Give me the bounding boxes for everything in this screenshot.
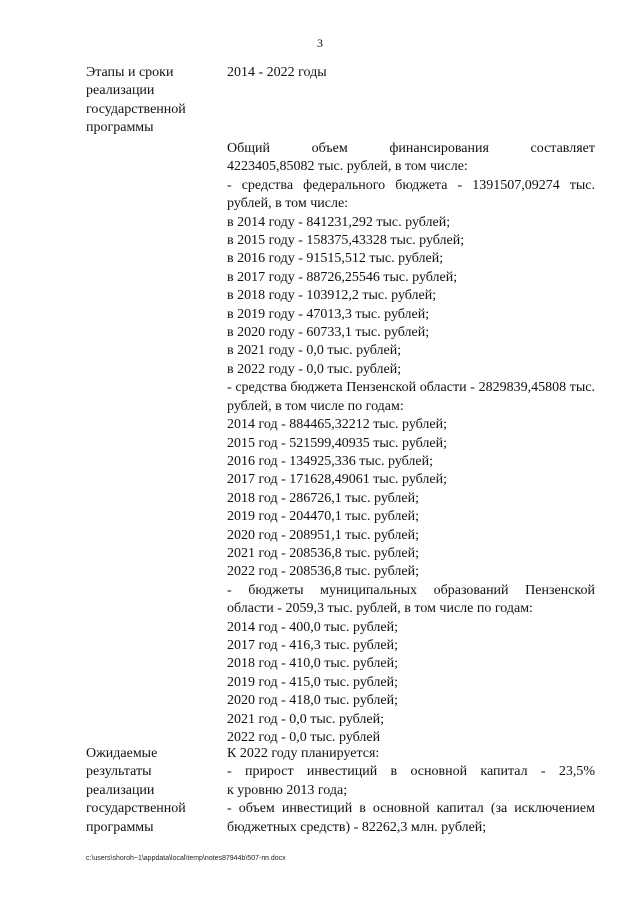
financing-line: в 2020 году - 60733,1 тыс. рублей; bbox=[227, 325, 430, 341]
page-number: 3 bbox=[317, 36, 323, 50]
results-text bbox=[227, 745, 595, 837]
financing-line: 2022 год - 0,0 тыс. рублей bbox=[227, 730, 381, 745]
financing-line: - средства бюджета Пензенской области - 2829839,45808 тыс. bbox=[227, 380, 595, 396]
results-line: - объем инвестиций в основной капитал (за исключением bbox=[227, 801, 595, 817]
financing-line: 2016 год - 134925,336 тыс. рублей; bbox=[227, 453, 434, 469]
financing-text bbox=[227, 140, 595, 747]
financing-line: в 2017 году - 88726,25546 тыс. рублей; bbox=[227, 269, 458, 285]
financing-line: 2018 год - 286726,1 тыс. рублей; bbox=[227, 490, 420, 506]
financing-line: в 2019 году - 47013,3 тыс. рублей; bbox=[227, 306, 430, 322]
financing-line: 4223405,85082 тыс. рублей, в том числе: bbox=[227, 159, 468, 175]
stages-label-line: Этапы и сроки bbox=[86, 65, 174, 80]
results-label-line: программы bbox=[86, 819, 154, 835]
stages-label-line: государственной bbox=[86, 101, 186, 117]
financing-line: 2017 год - 171628,49061 тыс. рублей; bbox=[227, 472, 448, 488]
financing-line: в 2018 году - 103912,2 тыс. рублей; bbox=[227, 288, 437, 304]
financing-line: области - 2059,3 тыс. рублей, в том числе по годам: bbox=[227, 601, 533, 617]
financing-line: рублей, в том числе по годам: bbox=[227, 398, 404, 414]
financing-line: 2021 год - 0,0 тыс. рублей; bbox=[227, 711, 385, 727]
financing-line: - бюджеты муниципальных образований Пензенской bbox=[227, 582, 595, 598]
results-label-line: результаты bbox=[86, 764, 152, 780]
financing-line: 2019 год - 415,0 тыс. рублей; bbox=[227, 674, 399, 690]
results-line: К 2022 году планируется: bbox=[227, 746, 380, 761]
financing-line: в 2014 году - 841231,292 тыс. рублей; bbox=[227, 214, 451, 230]
results-label bbox=[86, 745, 216, 837]
financing-line: в 2022 году - 0,0 тыс. рублей; bbox=[227, 361, 402, 377]
financing-line: 2020 год - 418,0 тыс. рублей; bbox=[227, 693, 399, 709]
stages-label-line: реализации bbox=[86, 83, 155, 99]
financing-line: 2020 год - 208951,1 тыс. рублей; bbox=[227, 527, 420, 543]
stages-label bbox=[86, 64, 216, 138]
financing-line: 2015 год - 521599,40935 тыс. рублей; bbox=[227, 435, 448, 451]
stages-value: 2014 - 2022 годы bbox=[227, 65, 327, 80]
financing-line: рублей, в том числе: bbox=[227, 196, 349, 212]
financing-line: 2019 год - 204470,1 тыс. рублей; bbox=[227, 509, 420, 525]
financing-line: - средства федерального бюджета - 1391507,09274 тыс. bbox=[227, 177, 595, 193]
results-label-line: Ожидаемые bbox=[86, 746, 158, 761]
financing-line: в 2016 году - 91515,512 тыс. рублей; bbox=[227, 251, 444, 267]
financing-line: в 2015 году - 158375,43328 тыс. рублей; bbox=[227, 233, 465, 249]
stages-value-cell bbox=[227, 64, 595, 82]
results-line: к уровню 2013 года; bbox=[227, 782, 348, 798]
file-path-footer: c:\users\shoroh~1\appdata\local\temp\notes87944b\507-пп.docx bbox=[86, 855, 286, 862]
results-label-line: реализации bbox=[86, 782, 155, 798]
financing-line: в 2021 году - 0,0 тыс. рублей; bbox=[227, 343, 402, 359]
results-line: бюджетных средств) - 82262,3 млн. рублей; bbox=[227, 819, 487, 835]
financing-line: 2014 год - 400,0 тыс. рублей; bbox=[227, 619, 399, 635]
financing-line: 2017 год - 416,3 тыс. рублей; bbox=[227, 637, 399, 653]
results-label-line: государственной bbox=[86, 801, 186, 817]
financing-line: Общий объем финансирования составляет bbox=[227, 141, 595, 156]
financing-line: 2018 год - 410,0 тыс. рублей; bbox=[227, 656, 399, 672]
financing-line: 2022 год - 208536,8 тыс. рублей; bbox=[227, 564, 420, 580]
financing-line: 2021 год - 208536,8 тыс. рублей; bbox=[227, 545, 420, 561]
results-line: - прирост инвестиций в основной капитал - 23,5% bbox=[227, 764, 595, 780]
stages-label-line: программы bbox=[86, 120, 154, 136]
financing-line: 2014 год - 884465,32212 тыс. рублей; bbox=[227, 417, 448, 433]
